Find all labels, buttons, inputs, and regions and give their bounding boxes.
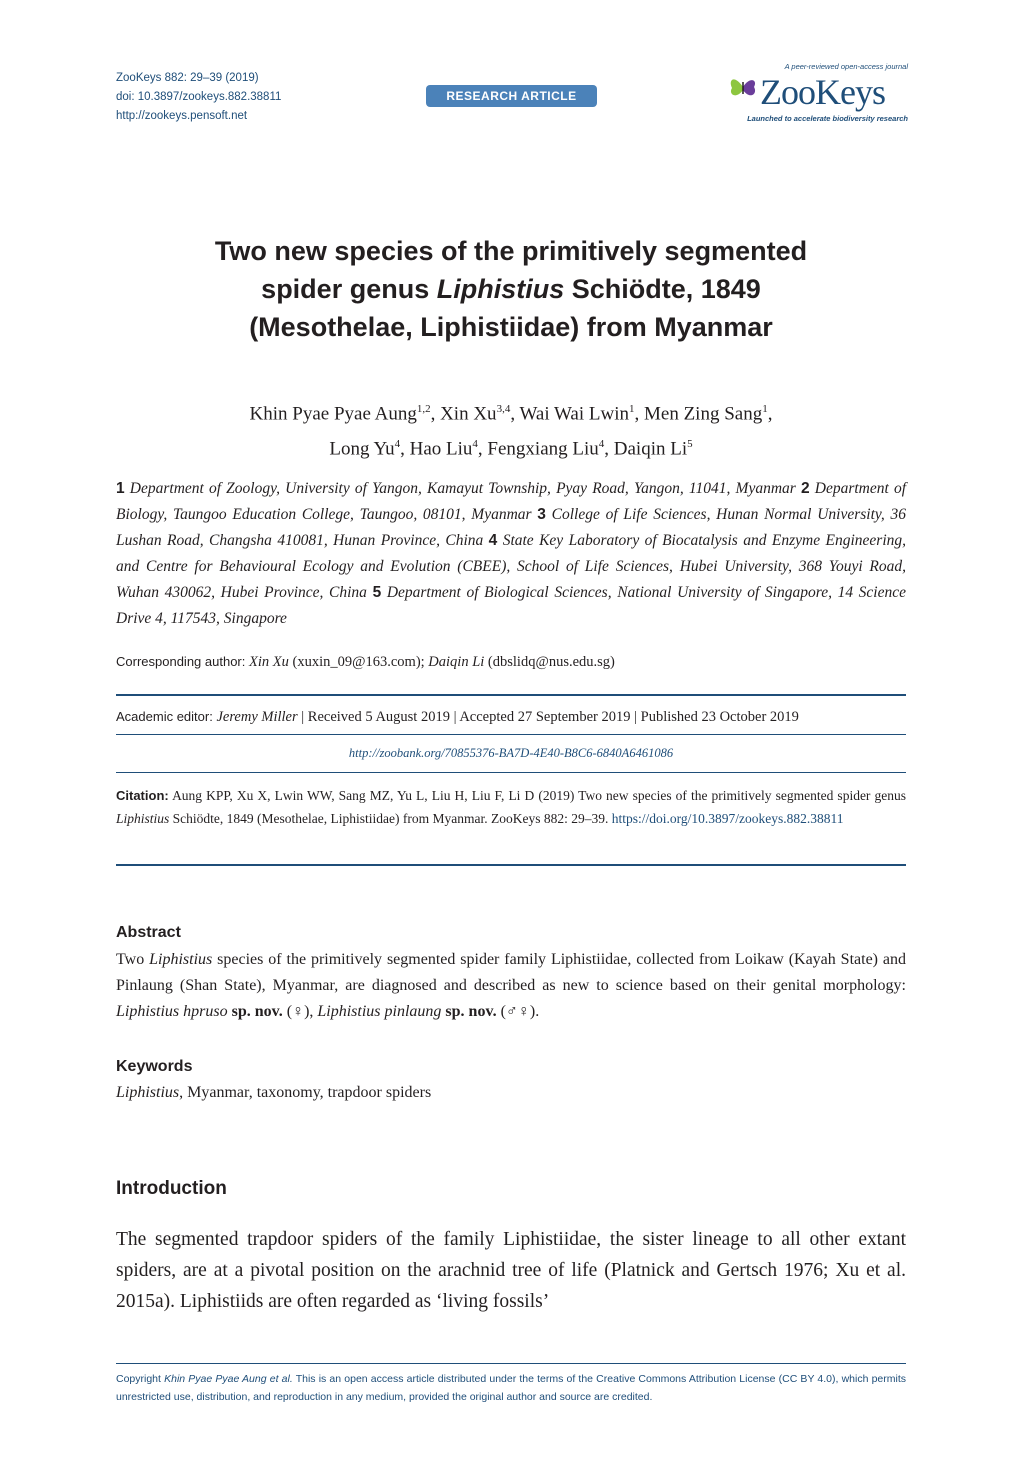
author-name: Men Zing Sang <box>644 403 763 425</box>
published-date: Published 23 October 2019 <box>640 709 799 725</box>
article-type-badge: RESEARCH ARTICLE <box>426 85 597 107</box>
author-name: Long Yu <box>329 438 395 460</box>
keywords-heading: Keywords <box>116 1058 193 1075</box>
affiliation: College of Life Sciences, Hunan Normal University, 36 Lushan Road, Changsha 410081, Hunan Province, China <box>116 506 907 549</box>
divider <box>116 772 906 773</box>
footer-divider <box>116 1363 906 1364</box>
author-name: Xin Xu <box>440 403 497 425</box>
genus-name: Liphistius <box>436 274 565 304</box>
affiliation: Department of Biology, Taungoo Education College, Taungoo, 08101, Myanmar <box>116 480 906 523</box>
journal-url[interactable]: http://zookeys.pensoft.net <box>116 110 248 122</box>
affiliation: Department of Biological Sciences, National University of Singapore, 14 Science Drive 4, 117543, Singapore <box>116 584 907 627</box>
article-dates: Academic editor: Jeremy Miller | Received 5 August 2019 | Accepted 27 September 2019 | Published 23 October 2019 <box>116 709 799 725</box>
introduction-heading: Introduction <box>116 1178 227 1199</box>
affiliation: Department of Zoology, University of Yangon, Kamayut Township, Pyay Road, Yangon, 11041, Myanmar <box>129 480 796 497</box>
email-link[interactable]: xuxin_09@163.com <box>297 654 416 670</box>
journal-header <box>116 69 281 126</box>
citation-doi-link[interactable]: https://doi.org/10.3897/zookeys.882.38811 <box>611 811 844 826</box>
received-date: Received 5 August 2019 <box>307 709 450 725</box>
article-title <box>116 232 906 346</box>
affiliation: State Key Laboratory of Biocatalysis and Enzyme Engineering, and Centre for Behavioural Ecology and Evolution (CBEE), School of Life Sciences, Hubei University, 368 Youyi Road, Wuhan 430062, Hubei Province, China <box>116 532 907 601</box>
logo-subtitle: Launched to accelerate biodiversity research <box>747 114 908 123</box>
academic-editor: Jeremy Miller <box>216 709 298 725</box>
email-link[interactable]: dbslidq@nus.edu.sg <box>492 654 611 670</box>
logo-tagline: A peer-reviewed open-access journal <box>784 62 908 71</box>
title-line-3: (Mesothelae, Liphistiidae) from Myanmar <box>249 312 773 342</box>
abstract-text: Two Liphistius species of the primitively segmented spider family Liphistiidae, collected from Loikaw (Kayah State) and Pinlaung (Shan State), Myanmar, are diagnosed and described as new to science based on their genital morphology: Liphistius hpruso sp. nov. (♀), Liphistius pinlaung sp. nov. (♂♀). <box>116 951 907 1020</box>
logo-wordmark: ZooKeys <box>760 72 885 112</box>
citation-block: Citation: Aung KPP, Xu X, Lwin WW, Sang MZ, Yu L, Liu H, Liu F, Li D (2019) Two new species of the primitively segmented spider genus Liphistius Schiödte, 1849 (Mesothelae, Liphistiidae) from Myanmar. ZooKeys 882: 29–39. https://doi.org/10.3897/zookeys.882.38811 <box>116 788 906 826</box>
doi-link[interactable]: doi: 10.3897/zookeys.882.38811 <box>116 91 282 103</box>
author-name: Fengxiang Liu <box>487 438 599 460</box>
butterfly-icon <box>726 70 760 104</box>
abstract-heading: Abstract <box>116 924 181 941</box>
accepted-date: Accepted 27 September 2019 <box>459 709 631 725</box>
corresponding-author: Corresponding author: Xin Xu (xuxin_09@163.com); Daiqin Li (dbslidq@nus.edu.sg) <box>116 654 615 670</box>
affiliations: 1 Department of Zoology, University of Yangon, Kamayut Township, Pyay Road, Yangon, 11041, Myanmar 2 Department of Biology, Taungoo Education College, Taungoo, 08101, Myanmar 3 College of Life Sciences, Hunan Normal University, 36 Lushan Road, Changsha 410081, Hunan Province, China 4 State Key Laboratory of Biocatalysis and Enzyme Engineering, and Centre for Behavioural Ecology and Evolution (CBEE), School of Life Sciences, Hubei University, 368 Youyi Road, Wuhan 430062, Hubei Province, China 5 Department of Biological Sciences, National University of Singapore, 14 Science Drive 4, 117543, Singapore <box>116 480 907 627</box>
author-name: Daiqin Li <box>613 438 688 460</box>
author-name: Hao Liu <box>409 438 473 460</box>
title-line-2: spider genus Liphistius Schiödte, 1849 <box>261 274 761 304</box>
author-name: Wai Wai Lwin <box>519 403 629 425</box>
divider <box>116 734 906 735</box>
zookeys-logo <box>726 62 908 126</box>
divider <box>116 694 906 696</box>
copyright-footer: Copyright Khin Pyae Pyae Aung et al. This is an open access article distributed under the terms of the Creative Commons Attribution License (CC BY 4.0), which permits unrestricted use, distribution, and reproduction in any medium, provided the original author and source are credited. <box>116 1373 906 1403</box>
author-name: Khin Pyae Pyae Aung <box>249 403 417 425</box>
divider <box>116 864 906 866</box>
introduction-text: The segmented trapdoor spiders of the family Liphistiidae, the sister lineage to all other extant spiders, are at a pivotal position on the arachnid tree of life (Platnick and Gertsch 1976; Xu et al. 2015a). Liphistiids are often regarded as ‘living fossils’ <box>116 1229 906 1312</box>
zoobank-link[interactable]: http://zoobank.org/70855376-BA7D-4E40-B8C6-6840A6461086 <box>348 746 674 760</box>
author-list: Khin Pyae Pyae Aung$^{1,2}$, Xin Xu$^{3,4}$, Wai Wai Lwin$^1$, Men Zing Sang$^1$, Long Yu$^4$, Hao Liu$^4$, Fengxiang Liu$^4$, Daiqin Li$^5$ <box>249 403 773 460</box>
keywords-list: Liphistius, Myanmar, taxonomy, trapdoor spiders <box>116 1084 432 1101</box>
title-line-1: Two new species of the primitively segmented <box>214 236 808 266</box>
journal-reference: ZooKeys 882: 29–39 (2019) <box>116 72 259 84</box>
